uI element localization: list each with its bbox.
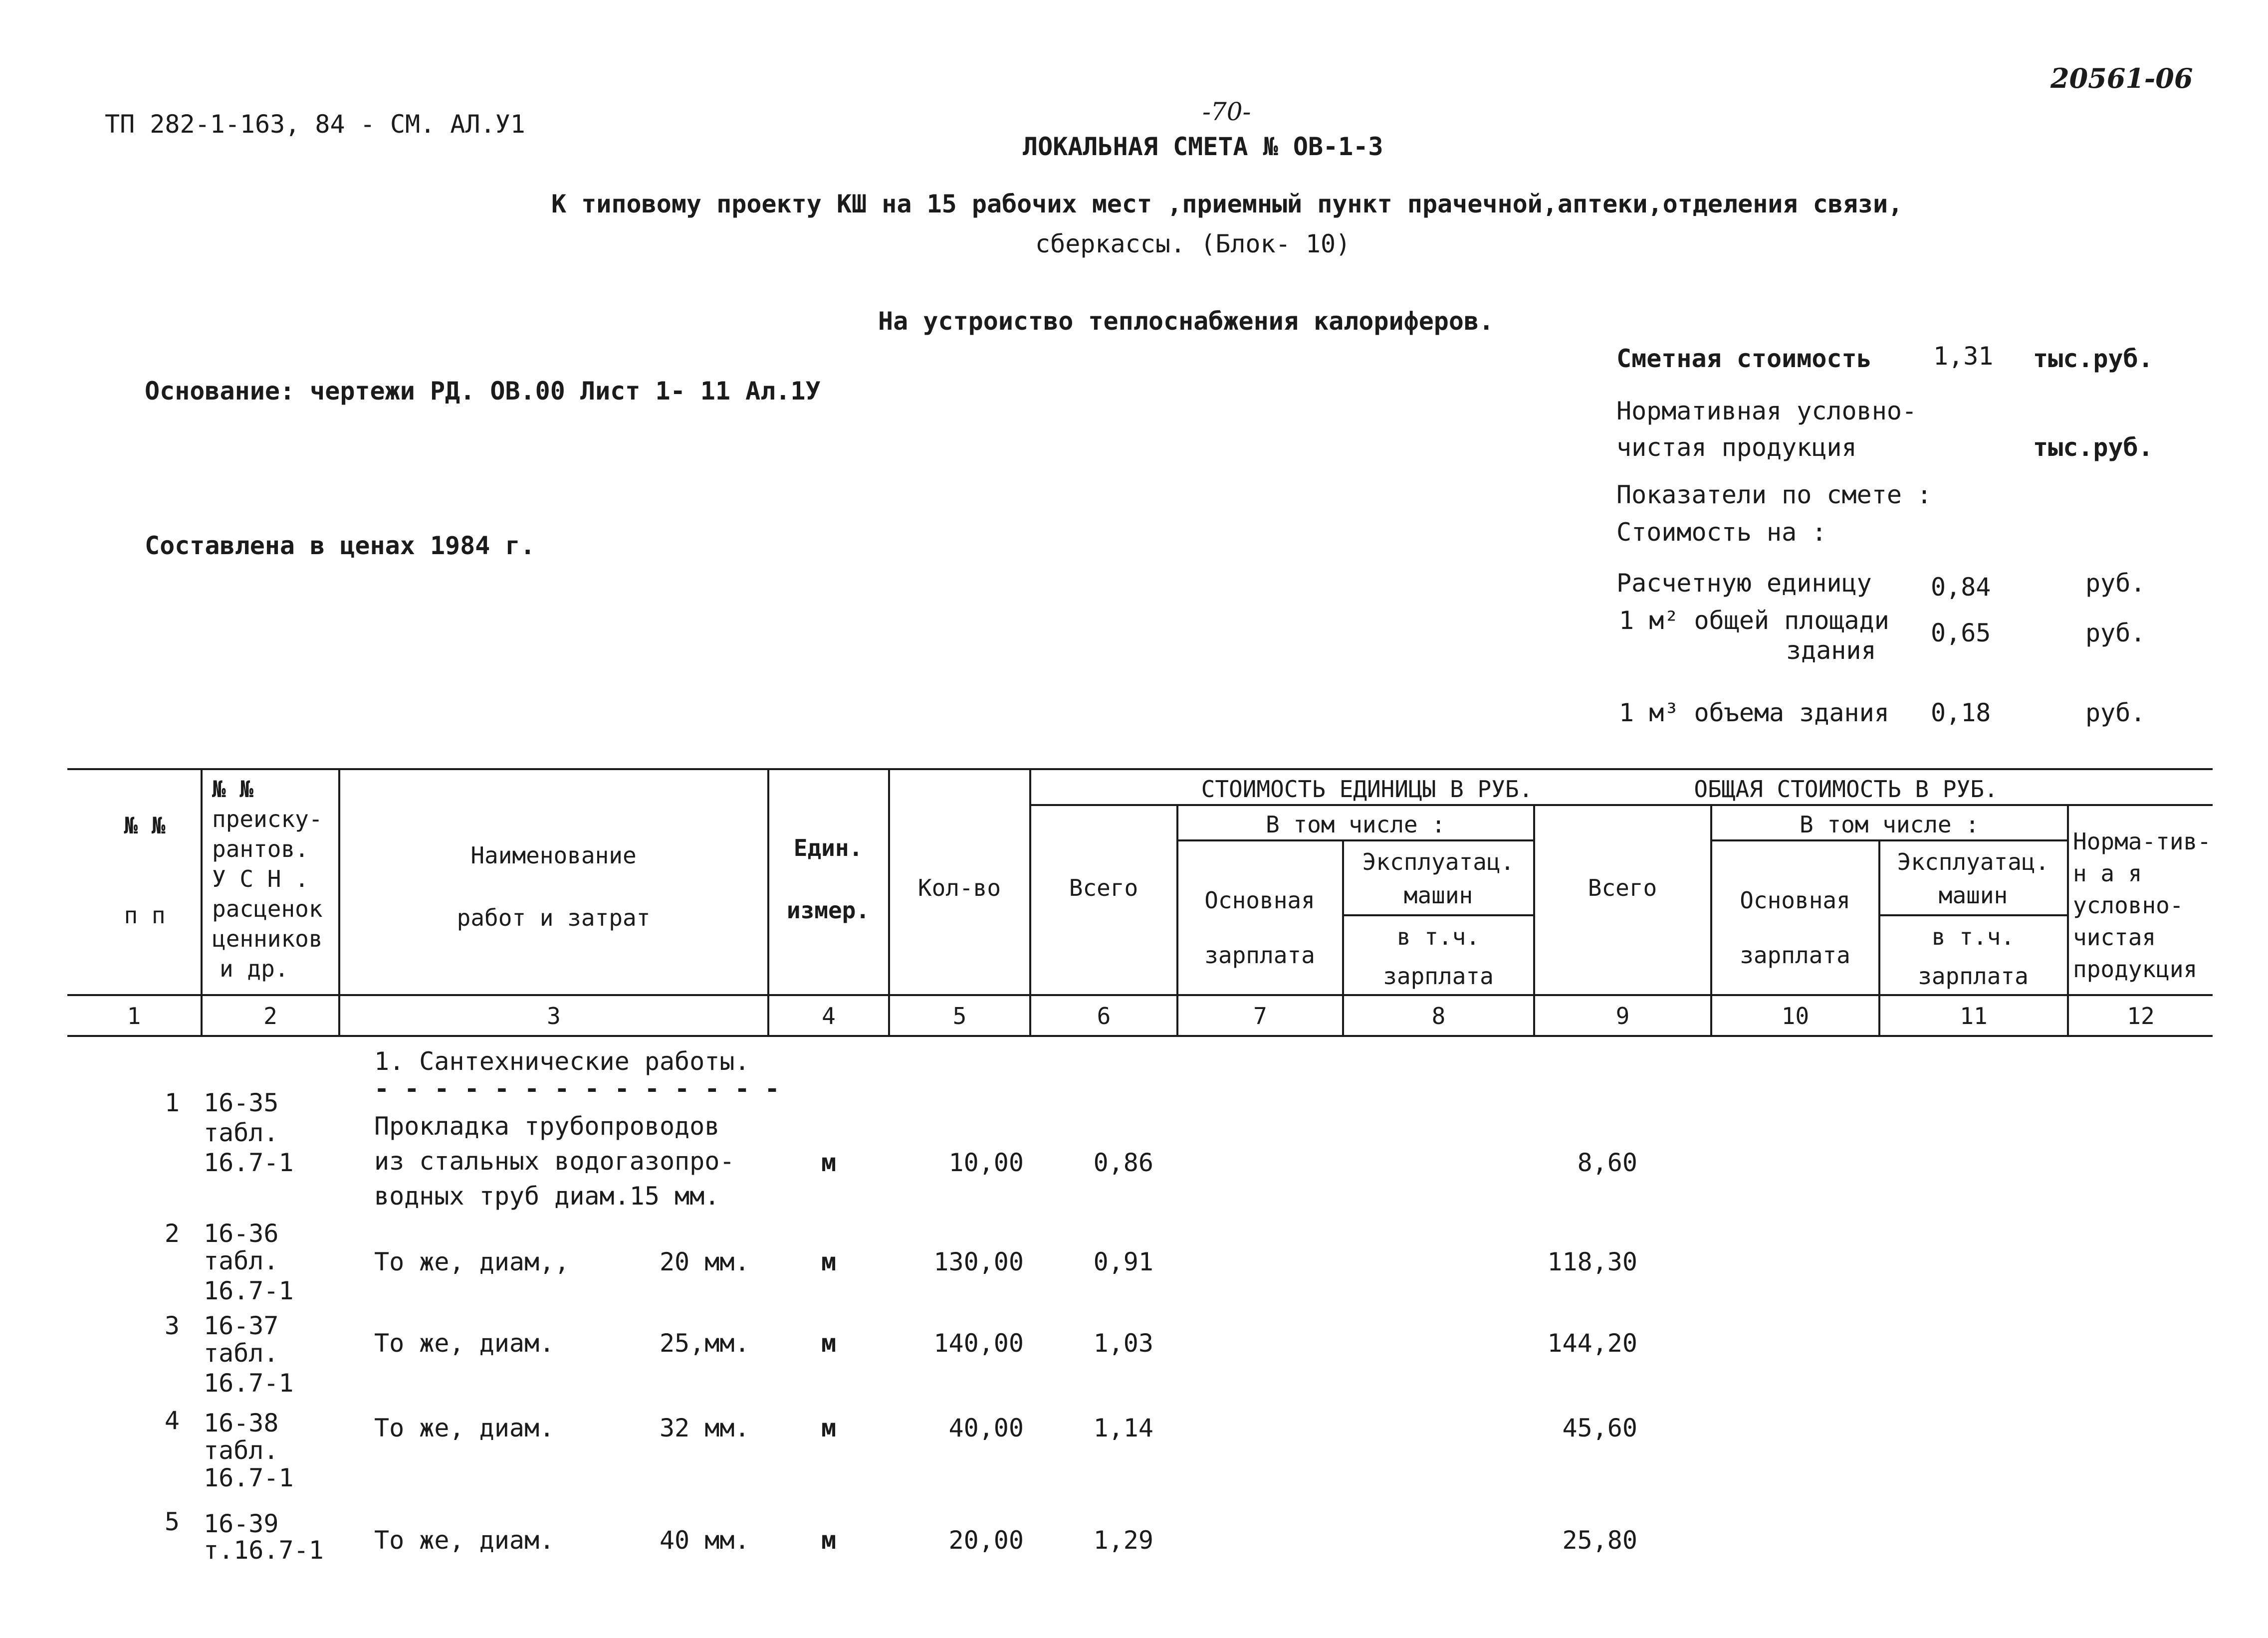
row-unit: м (821, 1148, 837, 1177)
header-total-cost: ОБЩАЯ СТОИМОСТЬ В РУБ. (1694, 776, 1998, 803)
header-unit-mach-c: в т.ч. (1396, 923, 1480, 950)
header-code-line-6: ценников (212, 925, 323, 952)
row-code-line: табл. (204, 1246, 279, 1275)
header-unit-total: Всего (1069, 874, 1138, 901)
header-total-basic-a: Основная (1740, 887, 1850, 914)
header-code-line-2: преиску- (212, 806, 323, 832)
row-name-line: То же, диам. 25,мм. (374, 1329, 750, 1358)
column-number-5: 5 (952, 1003, 967, 1029)
per-m2-unit: руб. (2085, 618, 2146, 647)
header-unit-mach-b: машин (1403, 882, 1473, 909)
page-number: -70- (1202, 97, 1251, 126)
header-total-total: Всего (1588, 874, 1657, 901)
per-unit-value: 0,84 (1931, 573, 1991, 602)
row-code-line: 16.7-1 (204, 1276, 294, 1305)
header-unit-mach-d: зарплата (1383, 963, 1494, 990)
row-total: 8,60 (1577, 1148, 1637, 1177)
per-m3-unit: руб. (2085, 698, 2146, 727)
header-total-mach-d: зарплата (1918, 963, 2029, 990)
header-code-line-4: У С Н . (212, 865, 309, 892)
row-code-line: табл. (204, 1118, 279, 1147)
indicators-label: Показатели по смете : (1616, 480, 1932, 509)
row-name-line: То же, диам. 40 мм. (374, 1526, 750, 1555)
row-name-line: То же, диам,, 20 мм. (374, 1247, 750, 1276)
row-unit: м (821, 1414, 837, 1442)
row-code-line: 16.7-1 (204, 1463, 294, 1492)
section-underline: - - - - - - - - - - - - - - (374, 1074, 780, 1103)
column-number-4: 4 (822, 1003, 836, 1029)
row-unit-price: 1,03 (1093, 1329, 1153, 1358)
normative-label-2: чистая продукция (1616, 433, 1857, 462)
header-normative-line-2: н а я (2073, 860, 2142, 887)
column-number-12: 12 (2127, 1003, 2155, 1029)
normative-label-1: Нормативная условно- (1616, 397, 1917, 425)
row-unit: м (821, 1247, 837, 1276)
header-bottom-rule (67, 994, 2213, 996)
header-unit-basic-a: Основная (1204, 887, 1315, 914)
cost-per-label: Стоимость на : (1616, 518, 1827, 547)
header-code-line-1: № № (212, 776, 254, 803)
subtitle-line-1: К типовому проекту КШ на 15 рабочих мест ,приемный пункт прачечной,аптеки,отделения связи, (551, 190, 1903, 218)
normative-unit: тыс.руб. (2033, 433, 2153, 462)
section-title: 1. Сантехнические работы. (374, 1047, 750, 1076)
row-quantity: 130,00 (933, 1247, 1024, 1276)
per-m2-value: 0,65 (1931, 618, 1991, 647)
header-code-line-3: рантов. (212, 835, 309, 862)
header-unit-basic-b: зарплата (1204, 942, 1315, 969)
row-name-line: Прокладка трубопроводов (374, 1112, 720, 1141)
row-code-line: 16.7-1 (204, 1148, 294, 1177)
column-number-8: 8 (1431, 1003, 1446, 1029)
header-total-incl: В том числе : (1799, 811, 1980, 838)
header-normative-line-5: продукция (2073, 956, 2198, 983)
per-m2-label: 1 м² общей площади (1619, 606, 1889, 635)
archive-number: 20561-06 (2050, 62, 2193, 94)
header-unit-a: Един. (793, 834, 863, 861)
row-quantity: 10,00 (948, 1148, 1024, 1177)
estimated-cost-value: 1,31 (1933, 342, 1994, 371)
row-code-line: табл. (204, 1339, 279, 1368)
column-number-2: 2 (263, 1003, 277, 1029)
column-number-10: 10 (1781, 1003, 1810, 1029)
row-quantity: 140,00 (933, 1329, 1024, 1358)
row-total: 45,60 (1562, 1414, 1637, 1442)
column-number-7: 7 (1253, 1003, 1267, 1029)
document-title: ЛОКАЛЬНАЯ СМЕТА № ОВ-1-3 (1023, 132, 1383, 161)
row-number: 5 (164, 1507, 180, 1536)
header-quantity: Кол-во (917, 874, 1001, 901)
purpose-line: На устроиство теплоснабжения калориферов. (878, 307, 1494, 336)
header-total-basic-b: зарплата (1740, 942, 1850, 969)
header-name-a: Наименование (470, 842, 637, 869)
header-row-number-b: п п (124, 902, 166, 929)
header-total-mach-b: машин (1938, 882, 2008, 909)
unit-mach-rule (1342, 914, 1534, 916)
column-number-6: 6 (1097, 1003, 1111, 1029)
header-unit-mach-a: Эксплуатац. (1362, 848, 1515, 875)
header-normative-line-1: Норма-тив- (2073, 828, 2211, 855)
header-row-number-a: № № (124, 812, 166, 839)
row-quantity: 40,00 (948, 1414, 1024, 1442)
document-reference: ТП 282-1-163, 84 - СМ. АЛ.У1 (105, 110, 525, 139)
per-unit-label: Расчетную единицу (1616, 569, 1872, 598)
total-mach-rule (1878, 914, 2068, 916)
row-code-line: 16-37 (204, 1311, 279, 1340)
row-number: 2 (164, 1219, 180, 1248)
per-unit-unit: руб. (2085, 569, 2146, 598)
basis-line: Основание: чертежи РД. ОВ.00 Лист 1- 11 Ал.1У (145, 377, 821, 406)
col-number-rule (67, 1035, 2213, 1037)
estimated-cost-unit: тыс.руб. (2033, 344, 2153, 373)
column-number-3: 3 (547, 1003, 561, 1029)
per-m2-label-2: здания (1786, 636, 1876, 665)
column-number-1: 1 (127, 1003, 141, 1029)
row-number: 3 (164, 1311, 180, 1340)
row-code-line: 16-36 (204, 1219, 279, 1248)
row-total: 118,30 (1547, 1247, 1637, 1276)
row-unit-price: 0,86 (1093, 1148, 1153, 1177)
header-name-b: работ и затрат (456, 904, 651, 931)
header-total-mach-c: в т.ч. (1931, 923, 2015, 950)
column-number-9: 9 (1615, 1003, 1630, 1029)
header-total-mach-a: Эксплуатац. (1897, 848, 2049, 875)
row-quantity: 20,00 (948, 1526, 1024, 1555)
row-total: 25,80 (1562, 1526, 1637, 1555)
header-normative-line-4: чистая (2073, 924, 2156, 951)
table-top-rule (67, 768, 2213, 770)
row-unit-price: 1,14 (1093, 1414, 1153, 1442)
header-unit-cost: СТОИМОСТЬ ЕДИНИЦЫ В РУБ. (1201, 776, 1533, 803)
row-code-line: 16-39 (204, 1509, 279, 1538)
header-unit-incl: В том числе : (1265, 811, 1446, 838)
row-name-line: водных труб диам.15 мм. (374, 1182, 720, 1211)
row-code-line: 16-38 (204, 1409, 279, 1437)
row-unit-price: 1,29 (1093, 1526, 1153, 1555)
col-divider-1 (201, 768, 203, 1035)
row-code-line: табл. (204, 1436, 279, 1465)
estimated-cost-label: Сметная стоимость (1616, 344, 1872, 373)
header-code-line-5: расценок (212, 895, 323, 922)
price-basis-line: Составлена в ценах 1984 г. (145, 531, 535, 560)
row-total: 144,20 (1547, 1329, 1637, 1358)
per-m3-value: 0,18 (1931, 698, 1991, 727)
header-code-line-7: и др. (220, 955, 289, 982)
row-code-line: 16-35 (204, 1088, 279, 1117)
header-unit-b: измер. (786, 897, 870, 924)
row-code-line: т.16.7-1 (204, 1536, 324, 1565)
row-code-line: 16.7-1 (204, 1369, 294, 1398)
column-number-11: 11 (1960, 1003, 1988, 1029)
subtitle-line-2: сберкассы. (Блок- 10) (1035, 229, 1351, 258)
row-name-line: То же, диам. 32 мм. (374, 1414, 750, 1442)
per-m3-label: 1 м³ объема здания (1619, 698, 1889, 727)
row-number: 4 (164, 1406, 180, 1435)
row-number: 1 (164, 1088, 180, 1117)
row-unit: м (821, 1329, 837, 1358)
row-name-line: из стальных водогазопро- (374, 1147, 735, 1176)
header-normative-line-3: условно- (2073, 892, 2184, 919)
row-unit-price: 0,91 (1093, 1247, 1153, 1276)
row-unit: м (821, 1526, 837, 1555)
